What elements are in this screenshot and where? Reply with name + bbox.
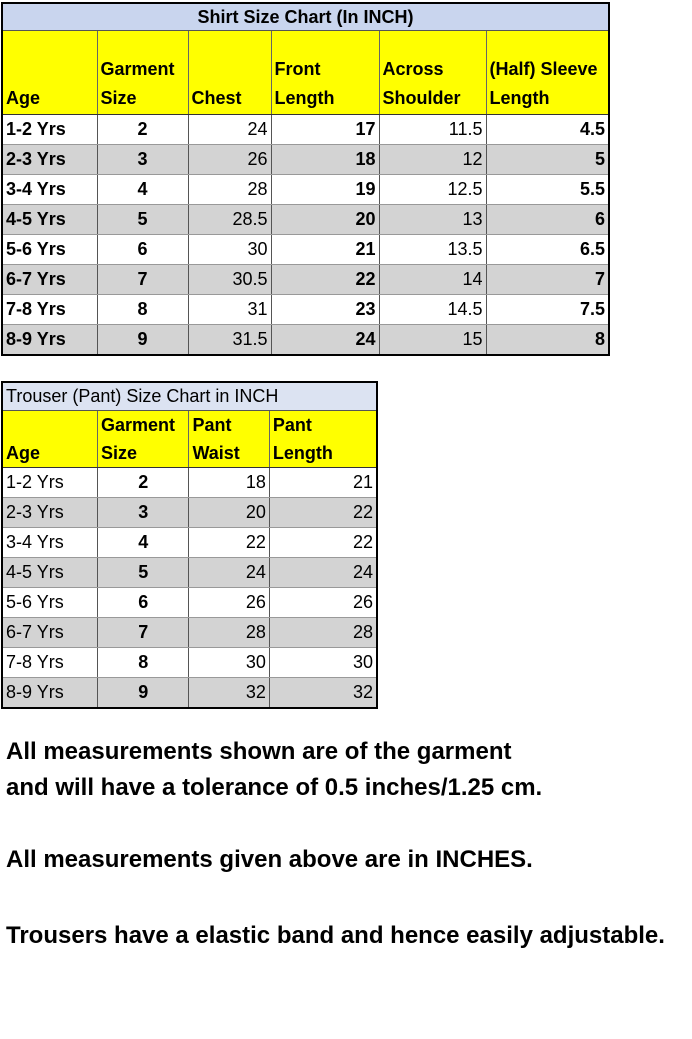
- shirt-cell: 19: [271, 175, 379, 205]
- shirt-cell: 30.5: [188, 265, 271, 295]
- trouser-cell: 22: [269, 528, 377, 558]
- shirt-table-row: [2, 265, 609, 295]
- shirt-cell: 15: [379, 325, 486, 356]
- trouser-cell: 6: [97, 588, 188, 618]
- shirt-cell: 5.5: [486, 175, 609, 205]
- trouser-cell: 26: [189, 588, 269, 618]
- shirt-cell: 7.5: [486, 295, 609, 325]
- trouser-cell: 2: [97, 468, 188, 498]
- trouser-cell: 1-2 Yrs: [2, 468, 97, 498]
- shirt-cell: 4.5: [486, 115, 609, 145]
- trouser-cell: 22: [189, 528, 269, 558]
- trouser-cell: 3: [97, 498, 188, 528]
- trouser-table-row: [2, 528, 377, 558]
- shirt-cell: 12.5: [379, 175, 486, 205]
- shirt-cell: 8-9 Yrs: [2, 325, 97, 356]
- units-note: All measurements given above are in INCHES.: [6, 846, 533, 873]
- shirt-cell: 21: [271, 235, 379, 265]
- trouser-cell: 24: [269, 558, 377, 588]
- shirt-cell: 7: [486, 265, 609, 295]
- shirt-cell: 22: [271, 265, 379, 295]
- shirt-cell: 17: [271, 115, 379, 145]
- trouser-cell: 32: [189, 678, 269, 709]
- shirt-table-row: [2, 325, 609, 356]
- trouser-cell: 5: [97, 558, 188, 588]
- shirt-cell: 23: [271, 295, 379, 325]
- shirt-header-garment-size: Garment Size: [97, 31, 188, 115]
- shirt-table-row: [2, 235, 609, 265]
- trouser-cell: 28: [189, 618, 269, 648]
- shirt-cell: 8: [97, 295, 188, 325]
- shirt-cell: 12: [379, 145, 486, 175]
- tolerance-note-line-1: All measurements shown are of the garment: [6, 738, 512, 765]
- shirt-cell: 11.5: [379, 115, 486, 145]
- trouser-header-row: [2, 411, 377, 468]
- trouser-cell: 28: [269, 618, 377, 648]
- shirt-cell: 4-5 Yrs: [2, 205, 97, 235]
- shirt-cell: 5: [97, 205, 188, 235]
- trouser-cell: 4: [97, 528, 188, 558]
- trouser-cell: 8-9 Yrs: [2, 678, 97, 709]
- shirt-cell: 28.5: [188, 205, 271, 235]
- shirt-cell: 5: [486, 145, 609, 175]
- shirt-table-row: [2, 145, 609, 175]
- trouser-cell: 30: [189, 648, 269, 678]
- trouser-cell: 21: [269, 468, 377, 498]
- shirt-table-row: [2, 295, 609, 325]
- shirt-cell: 6: [97, 235, 188, 265]
- elastic-band-note: Trousers have a elastic band and hence easily adjustable.: [6, 922, 665, 949]
- trouser-table-row: [2, 558, 377, 588]
- shirt-header-row: [2, 31, 609, 115]
- tolerance-note: [6, 734, 686, 806]
- shirt-cell: 2-3 Yrs: [2, 145, 97, 175]
- shirt-cell: 20: [271, 205, 379, 235]
- shirt-cell: 18: [271, 145, 379, 175]
- shirt-cell: 24: [188, 115, 271, 145]
- trouser-table-row: [2, 618, 377, 648]
- shirt-table-row: [2, 175, 609, 205]
- shirt-cell: 6-7 Yrs: [2, 265, 97, 295]
- shirt-cell: 7-8 Yrs: [2, 295, 97, 325]
- tolerance-note-line-2: and will have a tolerance of 0.5 inches/1.25 cm.: [6, 774, 543, 801]
- trouser-cell: 18: [189, 468, 269, 498]
- trouser-size-table: [1, 381, 378, 709]
- shirt-cell: 14: [379, 265, 486, 295]
- shirt-table-row: [2, 205, 609, 235]
- trouser-cell: 2-3 Yrs: [2, 498, 97, 528]
- shirt-cell: 14.5: [379, 295, 486, 325]
- trouser-cell: 8: [97, 648, 188, 678]
- shirt-cell: 7: [97, 265, 188, 295]
- shirt-cell: 4: [97, 175, 188, 205]
- trouser-header-age: Age: [2, 411, 97, 468]
- shirt-cell: 8: [486, 325, 609, 356]
- trouser-table-row: [2, 468, 377, 498]
- shirt-cell: 13.5: [379, 235, 486, 265]
- shirt-table-row: [2, 115, 609, 145]
- trouser-table-row: [2, 588, 377, 618]
- trouser-table-row: [2, 678, 377, 709]
- shirt-cell: 2: [97, 115, 188, 145]
- trouser-cell: 24: [189, 558, 269, 588]
- trouser-cell: 3-4 Yrs: [2, 528, 97, 558]
- shirt-cell: 3-4 Yrs: [2, 175, 97, 205]
- shirt-cell: 5-6 Yrs: [2, 235, 97, 265]
- shirt-cell: 1-2 Yrs: [2, 115, 97, 145]
- shirt-size-table: [1, 2, 610, 356]
- trouser-cell: 26: [269, 588, 377, 618]
- shirt-header-chest: Chest: [188, 31, 271, 115]
- shirt-cell: 31: [188, 295, 271, 325]
- trouser-cell: 7: [97, 618, 188, 648]
- trouser-cell: 4-5 Yrs: [2, 558, 97, 588]
- shirt-chart-title: Shirt Size Chart (In INCH): [2, 3, 609, 31]
- trouser-cell: 22: [269, 498, 377, 528]
- trouser-header-garment-size: Garment Size: [97, 411, 188, 468]
- shirt-cell: 13: [379, 205, 486, 235]
- trouser-header-pant-length: Pant Length: [269, 411, 377, 468]
- shirt-cell: 30: [188, 235, 271, 265]
- trouser-cell: 7-8 Yrs: [2, 648, 97, 678]
- shirt-header-across-shoulder: Across Shoulder: [379, 31, 486, 115]
- shirt-cell: 9: [97, 325, 188, 356]
- trouser-cell: 9: [97, 678, 188, 709]
- trouser-table-row: [2, 648, 377, 678]
- shirt-header-front-length: Front Length: [271, 31, 379, 115]
- trouser-chart-title: Trouser (Pant) Size Chart in INCH: [2, 382, 377, 411]
- shirt-header-age: Age: [2, 31, 97, 115]
- shirt-cell: 6.5: [486, 235, 609, 265]
- shirt-cell: 28: [188, 175, 271, 205]
- trouser-cell: 6-7 Yrs: [2, 618, 97, 648]
- trouser-header-pant-waist: Pant Waist: [189, 411, 269, 468]
- trouser-cell: 20: [189, 498, 269, 528]
- trouser-cell: 32: [269, 678, 377, 709]
- trouser-cell: 30: [269, 648, 377, 678]
- shirt-cell: 24: [271, 325, 379, 356]
- shirt-cell: 6: [486, 205, 609, 235]
- shirt-header-sleeve-length: (Half) Sleeve Length: [486, 31, 609, 115]
- trouser-cell: 5-6 Yrs: [2, 588, 97, 618]
- trouser-table-row: [2, 498, 377, 528]
- shirt-cell: 26: [188, 145, 271, 175]
- shirt-cell: 31.5: [188, 325, 271, 356]
- shirt-cell: 3: [97, 145, 188, 175]
